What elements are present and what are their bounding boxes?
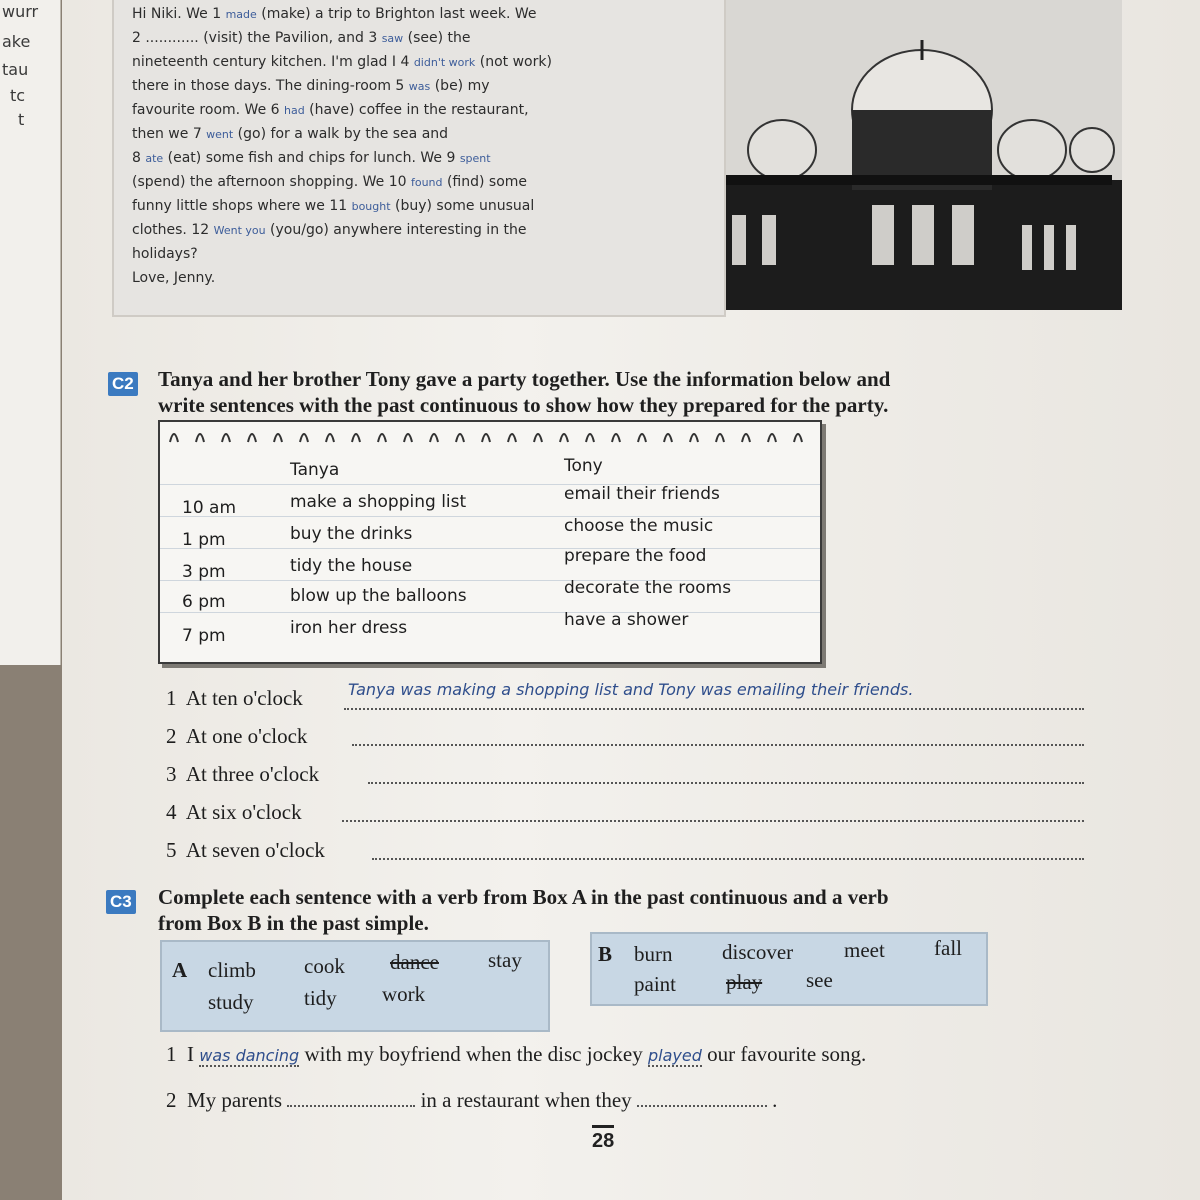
section-tag-c3: C3 [106,890,136,914]
pavilion-silhouette-icon [672,0,1122,310]
box-b-word: fall [934,936,962,960]
schedule-tanya-task: make a shopping list [290,492,467,512]
answer-line[interactable] [637,1105,767,1107]
answer-line[interactable] [342,820,1084,822]
left-fragment: ake [2,32,31,51]
answer-line[interactable] [372,858,1084,860]
box-a-word: dance [390,950,439,974]
workbook-page [62,0,1200,1200]
schedule-tanya-task: buy the drinks [290,524,413,544]
c2-answer: Tanya was making a shopping list and Tony was emailing their friends. [348,680,914,699]
box-b-word: meet [844,938,885,962]
schedule-notepad [158,420,822,664]
handwritten-answer: found [410,176,443,189]
letter-sign-off: Love, Jenny. [132,270,216,286]
letter-line: funny little shops where we 11 bought (buy) some unusual [132,198,535,214]
handwritten-answer: made [225,8,257,21]
handwritten-answer: bought [351,200,391,213]
handwritten-answer: didn't work [413,56,476,69]
handwritten-answer: went [206,128,234,141]
notepad-rule [160,612,820,613]
schedule-tony-task: have a shower [564,610,689,630]
handwritten-answer: had [284,104,305,117]
schedule-time: 3 pm [182,562,226,582]
pavilion-photo [672,0,1122,310]
c3-sentence: 2 My parents in a restaurant when they . [166,1088,778,1112]
page-number: 28 [592,1125,614,1153]
letter-line: 8 ate (eat) some fish and chips for lunch. We 9 spent [132,150,491,166]
letter-line: there in those days. The dining-room 5 was (be) my [132,78,490,94]
notepad-rule [160,484,820,485]
schedule-time: 1 pm [182,530,226,550]
box-a-word: stay [488,948,522,972]
c2-question: 1 At ten o'clock [166,686,303,710]
box-a-word: cook [304,954,345,978]
handwritten-answer: ate [145,152,164,165]
c3-sentence: 1 I was dancing with my boyfriend when the disc jockey played our favourite song. [166,1042,867,1066]
column-header-tony: Tony [564,456,603,476]
schedule-tony-task: decorate the rooms [564,578,732,598]
box-b-label: B [598,942,613,966]
left-fragment: wurr [2,2,39,21]
schedule-tanya-task: blow up the balloons [290,586,467,606]
left-page-edge [0,0,61,665]
box-b-word: discover [722,940,794,964]
answer-line[interactable] [344,708,1084,710]
c2-question: 5 At seven o'clock [166,838,325,862]
letter-line: (spend) the afternoon shopping. We 10 found (find) some [132,174,528,190]
notepad-rule [160,516,820,517]
left-fragment: tau [2,60,29,79]
c2-instruction-line1: Tanya and her brother Tony gave a party together. Use the information below and [158,367,891,391]
box-b-word: see [806,968,833,992]
c3-instruction-line2: from Box B in the past simple. [158,911,429,935]
box-a-word: climb [208,958,256,982]
schedule-time: 7 pm [182,626,226,646]
c3-instruction-line1: Complete each sentence with a verb from Box A in the past continuous and a verb [158,885,889,909]
letter-line: favourite room. We 6 had (have) coffee in the restaurant, [132,102,529,118]
schedule-tony-task: prepare the food [564,546,707,566]
letter-line: holidays? [132,246,198,262]
c3-answer: was dancing [199,1046,300,1065]
letter-line: nineteenth century kitchen. I'm glad I 4 didn't work (not work) [132,54,552,70]
answer-line[interactable] [368,782,1084,784]
c3-answer: played [647,1046,702,1065]
schedule-time: 10 am [182,498,237,518]
handwritten-answer: Went you [213,224,266,237]
box-b-word: paint [634,972,676,996]
box-a [160,940,550,1032]
left-fragment: t [18,110,25,129]
schedule-tanya-task: iron her dress [290,618,408,638]
c2-question: 4 At six o'clock [166,800,302,824]
box-a-word: tidy [304,986,337,1010]
box-a-word: study [208,990,254,1014]
schedule-tanya-task: tidy the house [290,556,413,576]
notepad-rule [160,548,820,549]
handwritten-answer: saw [381,32,404,45]
letter-line: clothes. 12 Went you (you/go) anywhere interesting in the [132,222,527,238]
schedule-time: 6 pm [182,592,226,612]
c2-instruction-line2: write sentences with the past continuous to show how they prepared for the party. [158,393,889,417]
answer-line[interactable] [352,744,1084,746]
box-b-word: burn [634,942,673,966]
left-fragment: tc [10,86,26,105]
schedule-tony-task: choose the music [564,516,714,536]
letter-line: 2 ............ (visit) the Pavilion, and 3 saw (see) the [132,30,471,46]
letter-line: Hi Niki. We 1 made (make) a trip to Brighton last week. We [132,6,537,22]
handwritten-answer: was [408,80,431,93]
c2-question: 3 At three o'clock [166,762,320,786]
column-header-tanya: Tanya [290,460,340,480]
box-a-word: work [382,982,426,1006]
handwritten-answer: spent [459,152,491,165]
box-b-word: play [726,970,763,994]
letter-line: then we 7 went (go) for a walk by the sea and [132,126,449,142]
answer-line[interactable] [287,1105,415,1107]
c2-question: 2 At one o'clock [166,724,308,748]
box-b [590,932,988,1006]
section-tag-c2: C2 [108,372,138,396]
schedule-tony-task: email their friends [564,484,720,504]
box-a-label: A [172,958,188,982]
letter-box [112,0,726,317]
spiral-binding-icon [160,424,816,446]
